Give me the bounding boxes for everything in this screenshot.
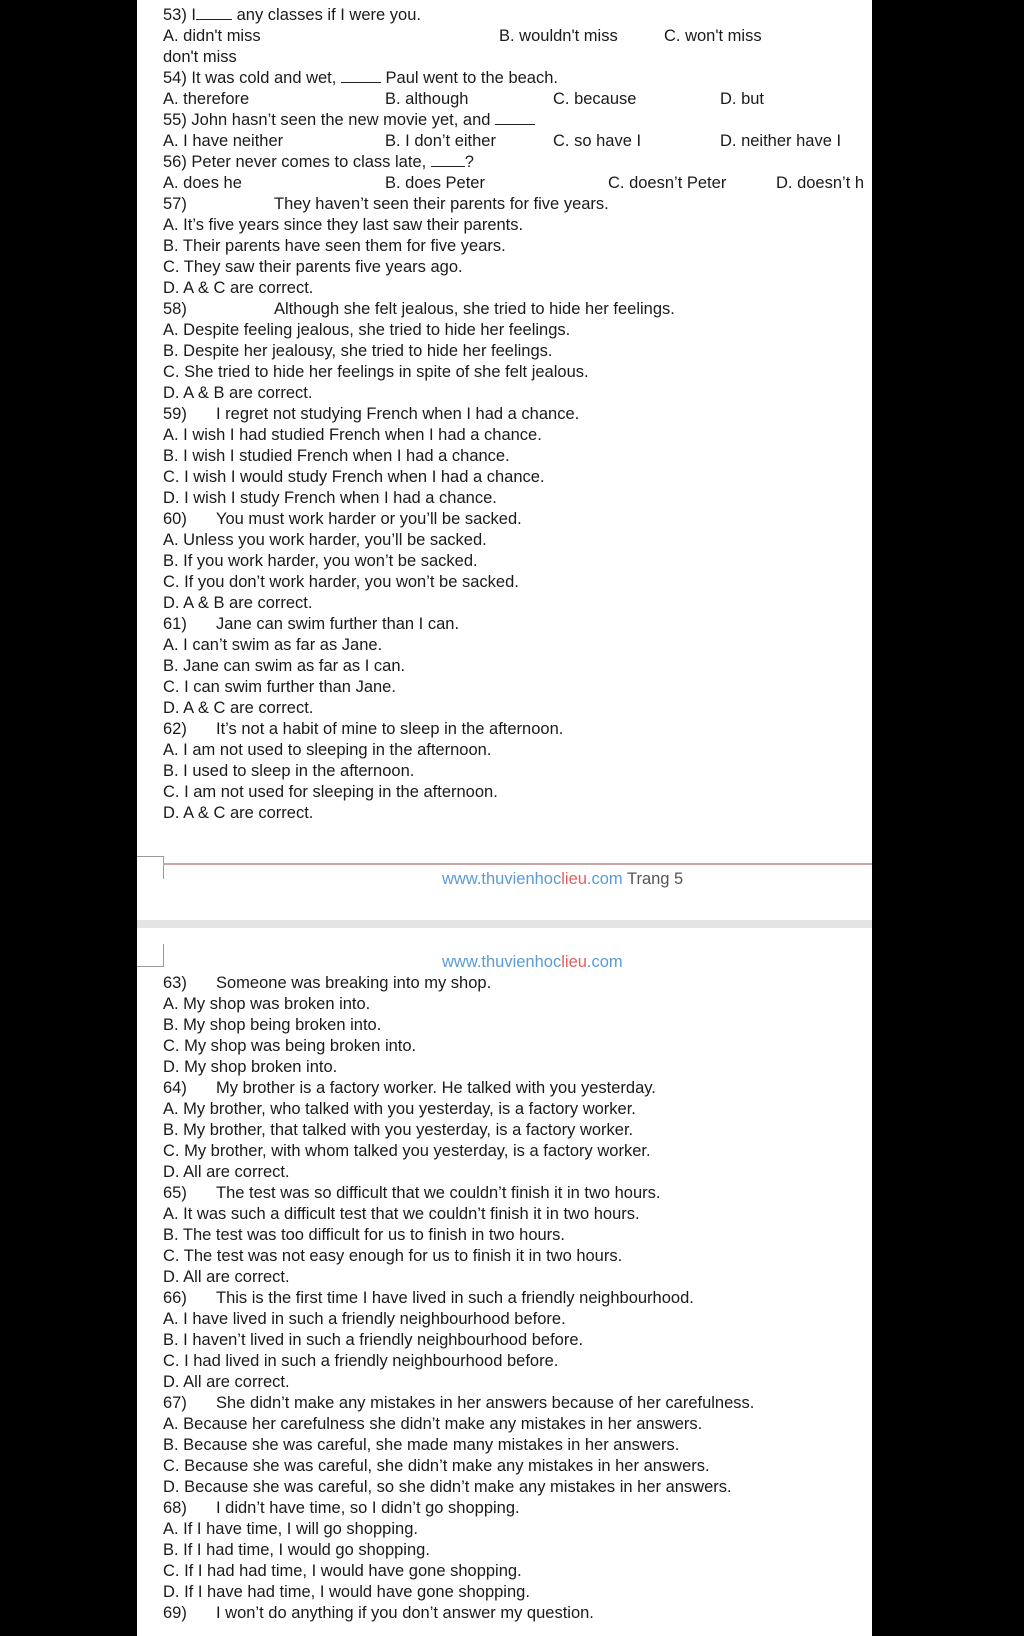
page-separator xyxy=(137,920,872,928)
question-59-option-b: B. I wish I studied French when I had a chance. xyxy=(163,447,510,465)
question-58-option-a: A. Despite feeling jealous, she tried to hide her feelings. xyxy=(163,321,571,339)
question-61-option-a: A. I can’t swim as far as Jane. xyxy=(163,636,383,654)
question-66-stem: 66) This is the first time I have lived in such a friendly neighbourhood. xyxy=(163,1289,694,1307)
question-60-stem: 60) You must work harder or you’ll be sacked. xyxy=(163,510,522,528)
question-62-stem: 62) It’s not a habit of mine to sleep in the afternoon. xyxy=(163,720,564,738)
question-62-option-c: C. I am not used for sleeping in the afternoon. xyxy=(163,783,498,801)
question-63-option-a: A. My shop was broken into. xyxy=(163,995,371,1013)
answer-blank xyxy=(341,68,381,83)
question-55-stem: 55) John hasn’t seen the new movie yet, and xyxy=(163,110,535,131)
question-56-option-d: D. doesn’t h xyxy=(776,174,865,192)
question-55-option-b: B. I don’t either xyxy=(385,132,496,150)
question-62-option-a: A. I am not used to sleeping in the afternoon. xyxy=(163,741,492,759)
question-67-option-d: D. Because she was careful, so she didn’t make any mistakes in her answers. xyxy=(163,1478,732,1496)
question-61-option-d: D. A & C are correct. xyxy=(163,699,314,717)
question-55-option-d: D. neither have I xyxy=(720,132,842,150)
question-67-option-b: B. Because she was careful, she made many mistakes in her answers. xyxy=(163,1436,680,1454)
question-69-stem: 69) I won’t do anything if you don’t answer my question. xyxy=(163,1604,594,1622)
header-website-link[interactable]: www.thuvienhoclieu.com xyxy=(442,953,623,971)
question-56-option-b: B. does Peter xyxy=(385,174,485,192)
question-66-option-c: C. I had lived in such a friendly neighbourhood before. xyxy=(163,1352,559,1370)
question-53-option-a: A. didn't miss xyxy=(163,27,261,45)
worksheet-page-5 xyxy=(137,0,872,920)
question-57-stem: 57) They haven’t seen their parents for five years. xyxy=(163,195,609,213)
question-68-option-a: A. If I have time, I will go shopping. xyxy=(163,1520,418,1538)
question-54-option-c: C. because xyxy=(553,90,637,108)
question-53-option-b: B. wouldn't miss xyxy=(499,27,618,45)
question-56-option-a: A. does he xyxy=(163,174,242,192)
answer-blank xyxy=(431,152,465,167)
question-66-option-a: A. I have lived in such a friendly neighbourhood before. xyxy=(163,1310,566,1328)
question-68-stem: 68) I didn’t have time, so I didn’t go shopping. xyxy=(163,1499,520,1517)
question-56-stem: 56) Peter never comes to class late, ? xyxy=(163,153,474,171)
question-53-option-d: don't miss xyxy=(163,48,237,66)
question-68-option-b: B. If I had time, I would go shopping. xyxy=(163,1541,430,1559)
question-63-option-d: D. My shop broken into. xyxy=(163,1058,338,1076)
page-corner-mark xyxy=(137,856,164,879)
question-59-option-d: D. I wish I study French when I had a chance. xyxy=(163,489,497,507)
question-65-option-a: A. It was such a difficult test that we couldn’t finish it in two hours. xyxy=(163,1205,640,1223)
question-65-option-b: B. The test was too difficult for us to finish in two hours. xyxy=(163,1226,566,1244)
question-58-stem: 58) Although she felt jealous, she tried to hide her feelings. xyxy=(163,300,675,318)
question-55-option-c: C. so have I xyxy=(553,132,642,150)
question-64-option-a: A. My brother, who talked with you yesterday, is a factory worker. xyxy=(163,1100,636,1118)
question-55-option-a: A. I have neither xyxy=(163,132,284,150)
page-corner-mark xyxy=(137,944,164,967)
question-63-option-c: C. My shop was being broken into. xyxy=(163,1037,417,1055)
question-54-option-a: A. therefore xyxy=(163,90,250,108)
question-65-option-d: D. All are correct. xyxy=(163,1268,290,1286)
question-61-stem: 61) Jane can swim further than I can. xyxy=(163,615,460,633)
question-54-option-d: D. but xyxy=(720,90,765,108)
question-60-option-d: D. A & B are correct. xyxy=(163,594,313,612)
question-59-stem: 59) I regret not studying French when I had a chance. xyxy=(163,405,580,423)
question-59-option-c: C. I wish I would study French when I had a chance. xyxy=(163,468,545,486)
question-65-option-c: C. The test was not easy enough for us to finish it in two hours. xyxy=(163,1247,623,1265)
question-64-stem: 64) My brother is a factory worker. He talked with you yesterday. xyxy=(163,1079,656,1097)
question-57-option-c: C. They saw their parents five years ago. xyxy=(163,258,463,276)
question-64-option-b: B. My brother, that talked with you yesterday, is a factory worker. xyxy=(163,1121,634,1139)
question-60-option-a: A. Unless you work harder, you’ll be sacked. xyxy=(163,531,487,549)
question-58-option-d: D. A & B are correct. xyxy=(163,384,313,402)
question-62-option-b: B. I used to sleep in the afternoon. xyxy=(163,762,415,780)
question-57-option-a: A. It’s five years since they last saw their parents. xyxy=(163,216,524,234)
question-59-option-a: A. I wish I had studied French when I had a chance. xyxy=(163,426,542,444)
question-66-option-d: D. All are correct. xyxy=(163,1373,290,1391)
question-56-option-c: C. doesn’t Peter xyxy=(608,174,727,192)
footer-website-link[interactable]: www.thuvienhoclieu.com Trang 5 xyxy=(442,870,684,888)
question-63-option-b: B. My shop being broken into. xyxy=(163,1016,382,1034)
worksheet-page-6 xyxy=(137,928,872,1636)
question-67-option-a: A. Because her carefulness she didn’t make any mistakes in her answers. xyxy=(163,1415,703,1433)
footer-divider xyxy=(163,863,872,865)
question-63-stem: 63) Someone was breaking into my shop. xyxy=(163,974,492,992)
question-61-option-c: C. I can swim further than Jane. xyxy=(163,678,396,696)
question-67-option-c: C. Because she was careful, she didn’t make any mistakes in her answers. xyxy=(163,1457,710,1475)
question-58-option-b: B. Despite her jealousy, she tried to hide her feelings. xyxy=(163,342,553,360)
question-61-option-b: B. Jane can swim as far as I can. xyxy=(163,657,406,675)
question-65-stem: 65) The test was so difficult that we couldn’t finish it in two hours. xyxy=(163,1184,661,1202)
question-53-stem: 53) I any classes if I were you. xyxy=(163,6,421,24)
question-57-option-d: D. A & C are correct. xyxy=(163,279,314,297)
question-58-option-c: C. She tried to hide her feelings in spite of she felt jealous. xyxy=(163,363,589,381)
question-64-option-c: C. My brother, with whom talked you yesterday, is a factory worker. xyxy=(163,1142,651,1160)
page-number: Trang 5 xyxy=(626,870,684,888)
question-67-stem: 67) She didn’t make any mistakes in her answers because of her carefulness. xyxy=(163,1394,755,1412)
question-68-option-d: D. If I have had time, I would have gone shopping. xyxy=(163,1583,530,1601)
answer-blank xyxy=(495,110,535,125)
answer-blank xyxy=(196,5,232,20)
question-57-option-b: B. Their parents have seen them for five years. xyxy=(163,237,506,255)
question-68-option-c: C. If I had had time, I would have gone shopping. xyxy=(163,1562,522,1580)
question-60-option-c: C. If you don’t work harder, you won’t be sacked. xyxy=(163,573,519,591)
question-54-stem: 54) It was cold and wet, Paul went to the beach. xyxy=(163,69,558,87)
question-60-option-b: B. If you work harder, you won’t be sacked. xyxy=(163,552,478,570)
question-54-option-b: B. although xyxy=(385,90,469,108)
question-62-option-d: D. A & C are correct. xyxy=(163,804,314,822)
question-64-option-d: D. All are correct. xyxy=(163,1163,290,1181)
question-66-option-b: B. I haven’t lived in such a friendly neighbourhood before. xyxy=(163,1331,584,1349)
question-53-option-c: C. won't miss xyxy=(664,27,762,45)
